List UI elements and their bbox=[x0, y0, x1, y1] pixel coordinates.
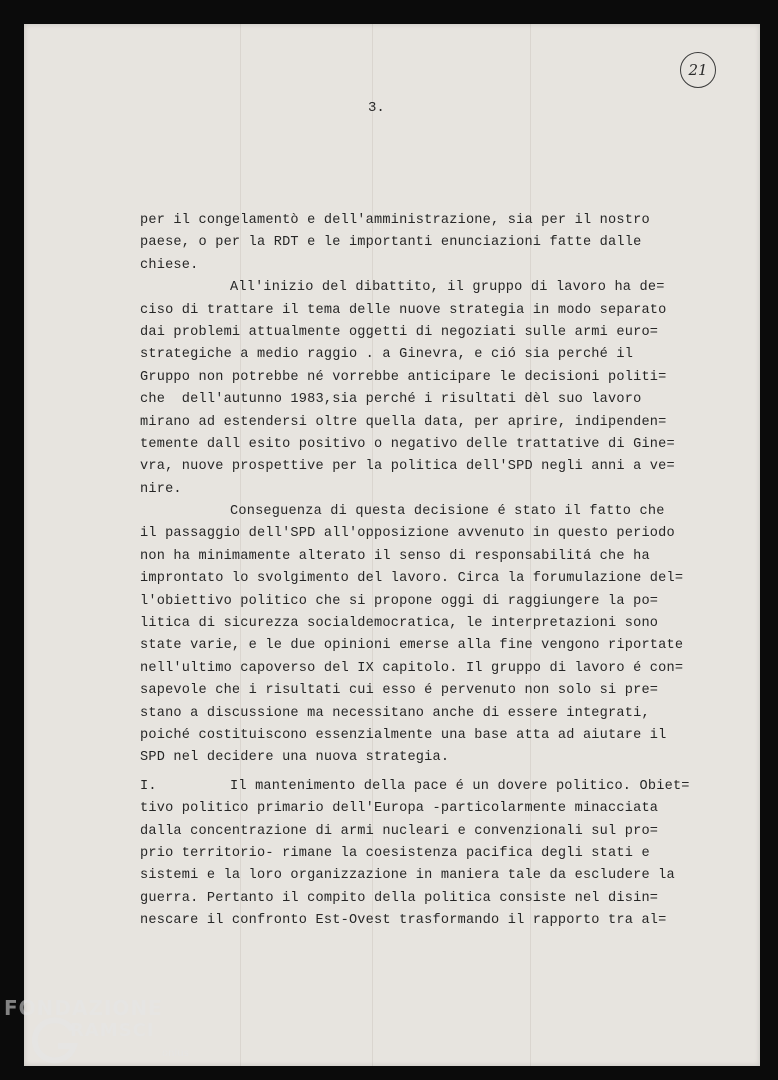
text-line: strategiche a medio raggio . a Ginevra, e ció sia perché il bbox=[140, 347, 634, 363]
document-page bbox=[24, 24, 760, 1066]
text-line: non ha minimamente alterato il senso di responsabilitá che ha bbox=[140, 548, 650, 564]
text-line: nell'ultimo capoverso del IX capitolo. Il gruppo di lavoro é con= bbox=[140, 660, 684, 676]
text-line: Il mantenimento della pace é un dovere politico. Obiet= bbox=[230, 778, 690, 794]
text-line: Conseguenza di questa decisione é stato il fatto che bbox=[230, 504, 665, 520]
watermark-line-2: RAMSCI bbox=[70, 1020, 155, 1041]
text-line: sistemi e la loro organizzazione in maniera tale da escludere la bbox=[140, 868, 675, 884]
text-line: il passaggio dell'SPD all'opposizione avvenuto in questo periodo bbox=[140, 526, 675, 542]
watermark-subtitle: onlus bbox=[162, 1048, 189, 1059]
section-marker: I. bbox=[140, 778, 157, 794]
archive-number-stamp: 21 bbox=[680, 52, 716, 88]
text-line: poiché costituiscono essenzialmente una base atta ad aiutare il bbox=[140, 727, 667, 743]
text-line: per il congelamentò e dell'amministrazione, sia per il nostro bbox=[140, 213, 650, 228]
text-line: All'inizio del dibattito, il gruppo di lavoro ha de= bbox=[230, 280, 665, 296]
text-line: sapevole che i risultati cui esso é pervenuto non solo si pre= bbox=[140, 683, 659, 699]
text-line: SPD nel decidere una nuova strategia. bbox=[140, 750, 450, 766]
text-line: state varie, e le due opinioni emerse alla fine vengono riportate bbox=[140, 638, 684, 654]
text-line: vra, nuove prospettive per la politica dell'SPD negli anni a ve= bbox=[140, 459, 675, 475]
text-line: l'obiettivo politico che si propone oggi di raggiungere la po= bbox=[140, 593, 659, 609]
typewritten-text bbox=[140, 210, 730, 933]
text-line: che dell'autunno 1983,sia perché i risultati dèl suo lavoro bbox=[140, 392, 642, 408]
text-line: ciso di trattare il tema delle nuove strategia in modo separato bbox=[140, 302, 667, 318]
text-line: prio territorio- rimane la coesistenza pacifica degli stati e bbox=[140, 845, 650, 861]
text-line: paese, o per la RDT e le importanti enunciazioni fatte dalle bbox=[140, 235, 642, 251]
page-number: 3. bbox=[368, 100, 385, 116]
section-heading-line bbox=[140, 776, 730, 798]
text-line: tivo politico primario dell'Europa -particolarmente minacciata bbox=[140, 801, 659, 817]
text-line: dalla concentrazione di armi nucleari e convenzionali sul pro= bbox=[140, 823, 659, 839]
text-line: nescare il confronto Est-Ovest trasformando il rapporto tra al= bbox=[140, 913, 667, 929]
text-line: Gruppo non potrebbe né vorrebbe anticipare le decisioni politi= bbox=[140, 369, 667, 385]
text-line: improntato lo svolgimento del lavoro. Circa la forumulazione del= bbox=[140, 571, 684, 587]
text-line: guerra. Pertanto il compito della politica consiste nel disin= bbox=[140, 890, 659, 906]
text-line: nire. bbox=[140, 481, 182, 497]
text-line: temente dall esito positivo o negativo delle trattative di Gine= bbox=[140, 436, 675, 452]
watermark-line-1: FONDAZIONE bbox=[4, 996, 163, 1020]
text-line: stano a discussione ma necessitano anche di essere integrati, bbox=[140, 705, 650, 721]
text-line: mirano ad estendersi oltre quella data, per aprire, indipenden= bbox=[140, 414, 667, 430]
text-line: chiese. bbox=[140, 257, 199, 273]
text-line: litica di sicurezza socialdemocratica, le interpretazioni sono bbox=[140, 616, 659, 632]
text-line: dai problemi attualmente oggetti di negoziati sulle armi euro= bbox=[140, 324, 659, 340]
fondazione-gramsci-watermark bbox=[4, 996, 204, 1076]
